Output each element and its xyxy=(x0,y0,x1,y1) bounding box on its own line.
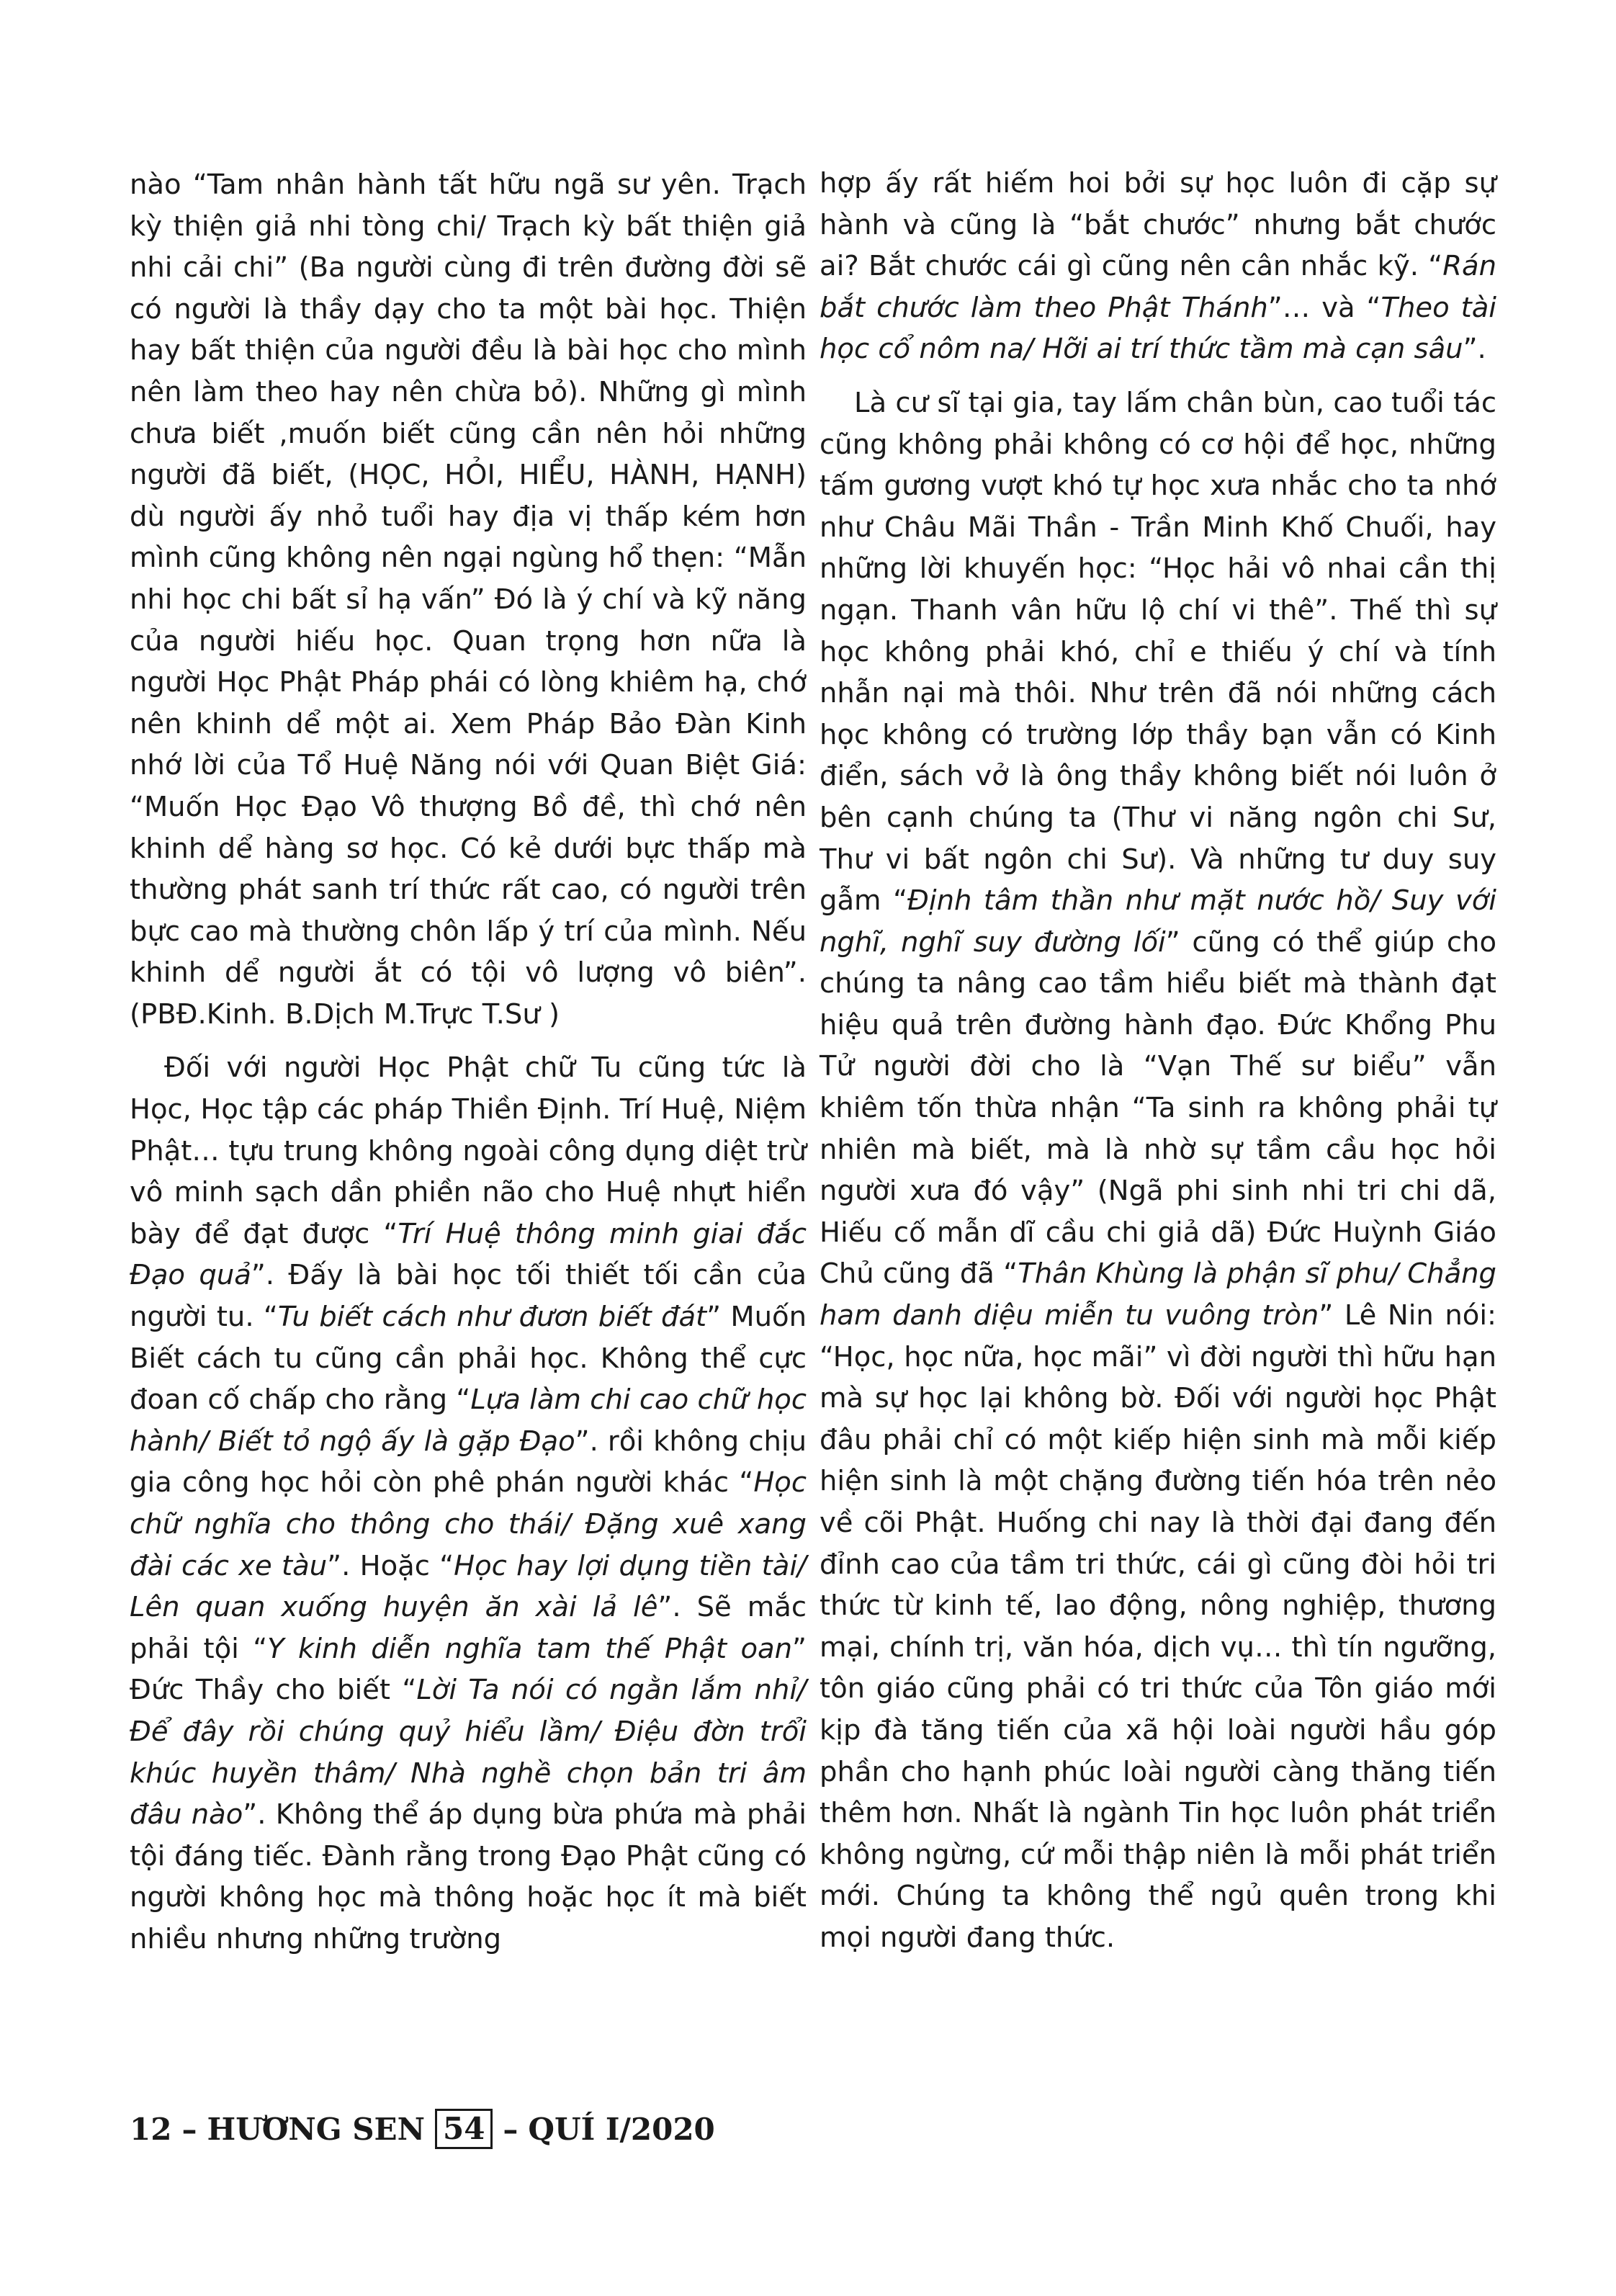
magazine-title: HƯƠNG SEN xyxy=(207,2111,425,2147)
page-footer xyxy=(130,2106,715,2152)
right-column xyxy=(820,163,1496,1959)
paragraph: hợp ấy rất hiếm hoi bởi sự học luôn đi cặp sự hành và cũng là “bắt chước” nhưng bắt chước ai? Bắt chước cái gì cũng nên cân nhắc kỹ. “Rán bắt chước làm theo Phật Thánh”… và “Theo tài học cổ nôm na/ Hỡi ai trí thức tầm mà cạn sâu”. xyxy=(820,167,1496,366)
issue-period: QUÍ I/2020 xyxy=(528,2111,715,2147)
issue-number-box: 54 xyxy=(435,2109,493,2149)
paragraph: nào “Tam nhân hành tất hữu ngã sư yên. Trạch kỳ thiện giả nhi tòng chi/ Trạch kỳ bất thiện giả nhi cải chi” (Ba người cùng đi trên đường đời sẽ có người là thầy dạy cho ta một bài học. Thiện hay bất thiện của người đều là bài học cho mình nên làm theo hay nên chừa bỏ). Những gì mình chưa biết ,muốn biết cũng cần nên hỏi những người đã biết, (HỌC, HỎI, HIỂU, HÀNH, HẠNH) dù người ấy nhỏ tuổi hay địa vị thấp kém hơn mình cũng không nên ngại ngùng hổ thẹn: “Mẫn nhi học chi bất sỉ hạ vấn” Đó là ý chí và kỹ năng của người hiếu học. Quan trọng hơn nữa là người Học Phật Pháp phái có lòng khiêm hạ, chớ nên khinh dể một ai. Xem Pháp Bảo Đàn Kinh nhớ lời của Tổ Huệ Năng nói với Quan Biệt Giá: “Muốn Học Đạo Vô thượng Bồ đề, thì chớ nên khinh dể hàng sơ học. Có kẻ dưới bực thấp mà thường phát sanh trí thức rất cao, có người trên bực cao mà thường chôn lấp ý trí của mình. Nếu khinh dể người ắt có tội vô lượng vô biên”. (PBĐ.Kinh. B.Dịch M.Trực T.Sư ) xyxy=(130,169,807,1031)
footer-dash: – xyxy=(181,2111,197,2147)
paragraph: Đối với người Học Phật chữ Tu cũng tức là Học, Học tập các pháp Thiền Định. Trí Huệ, Niệm Phật… tựu trung không ngoài công dụng diệt trừ vô minh sạch dần phiền não cho Huệ nhựt hiển bày để đạt được “Trí Huệ thông minh giai đắc Đạo quả”. Đấy là bài học tối thiết tối cần của người tu. “Tu biết cách như đươn biết đát” Muốn Biết cách tu cũng cần phải học. Không thể cực đoan cố chấp cho rằng “Lựa làm chi cao chữ học hành/ Biết tỏ ngộ ấy là gặp Đạo”. rồi không chịu gia công học hỏi còn phê phán người khác “Học chữ nghĩa cho thông cho thái/ Đặng xuê xang đài các xe tàu”. Hoặc “Học hay lợi dụng tiền tài/ Lên quan xuống huyện ăn xài lả lê”. Sẽ mắc phải tội “Y kinh diễn nghĩa tam thế Phật oan” Đức Thầy cho biết “Lời Ta nói có ngằn lắm nhỉ/ Để đây rồi chúng quỷ hiểu lầm/ Điệu đờn trổi khúc huyền thâm/ Nhà nghề chọn bản tri âm đâu nào”. Không thể áp dụng bừa phứa mà phải tội đáng tiếc. Đành rằng trong Đạo Phật cũng có người không học mà thông hoặc học ít mà biết nhiều nhưng những trường xyxy=(130,1051,807,1955)
paragraph: Là cư sĩ tại gia, tay lấm chân bùn, cao tuổi tác cũng không phải không có cơ hội để học, những tấm gương vượt khó tự học xưa nhắc cho ta nhớ như Châu Mãi Thần - Trần Minh Khố Chuối, hay những lời khuyến học: “Học hải vô nhai cần thị ngạn. Thanh vân hữu lộ chí vi thê”. Thế thì sự học không phải khó, chỉ e thiếu ý chí và tính nhẫn nại mà thôi. Như trên đã nói những cách học không có trường lớp thầy bạn vẫn có Kinh điển, sách vở là ông thầy không biết nói luôn ở bên cạnh chúng ta (Thư vi năng ngôn chi Sư, Thư vi bất ngôn chi Sư). Và những tư duy suy gẫm “Định tâm thần như mặt nước hồ/ Suy với nghĩ, nghĩ suy đường lối” cũng có thể giúp cho chúng ta nâng cao tầm hiểu biết mà thành đạt hiệu quả trên đường hành đạo. Đức Khổng Phu Tử người đời cho là “Vạn Thế sư biểu” vẫn khiêm tốn thừa nhận “Ta sinh ra không phải tự nhiên mà biết, mà là nhờ sự tầm cầu học hỏi người xưa đó vậy” (Ngã phi sinh nhi tri chi dã, Hiếu cố mẫn dĩ cầu chi giả dã) Đức Huỳnh Giáo Chủ cũng đã “Thân Khùng là phận sĩ phu/ Chẳng ham danh diệu miễn tu vuông tròn” Lê Nin nói: “Học, học nữa, học mãi” vì đời người thì hữu hạn mà sự học lại không bờ. Đối với người học Phật đâu phải chỉ có một kiếp hiện sinh mà mỗi kiếp hiện sinh là một chặng đường tiến hóa trên nẻo về cõi Phật. Huống chi nay là thời đại đang đến đỉnh cao của tầm tri thức, cái gì cũng đòi hỏi tri thức từ kinh tế, lao động, nông nghiệp, thương mại, chính trị, văn hóa, dịch vụ… thì tín ngưỡng, tôn giáo cũng phải có tri thức của Tôn giáo mới kịp đà tăng tiến của xã hội loài người hầu góp phần cho hạnh phúc loài người càng thăng tiến thêm hơn. Nhất là ngành Tin học luôn phát triển không ngừng, cứ mỗi thập niên là mỗi phát triển mới. Chúng ta không thể ngủ quên trong khi mọi người đang thức. xyxy=(820,386,1497,1954)
footer-dash: – xyxy=(503,2111,519,2147)
page-number: 12 xyxy=(130,2111,172,2147)
left-column xyxy=(130,164,807,1960)
